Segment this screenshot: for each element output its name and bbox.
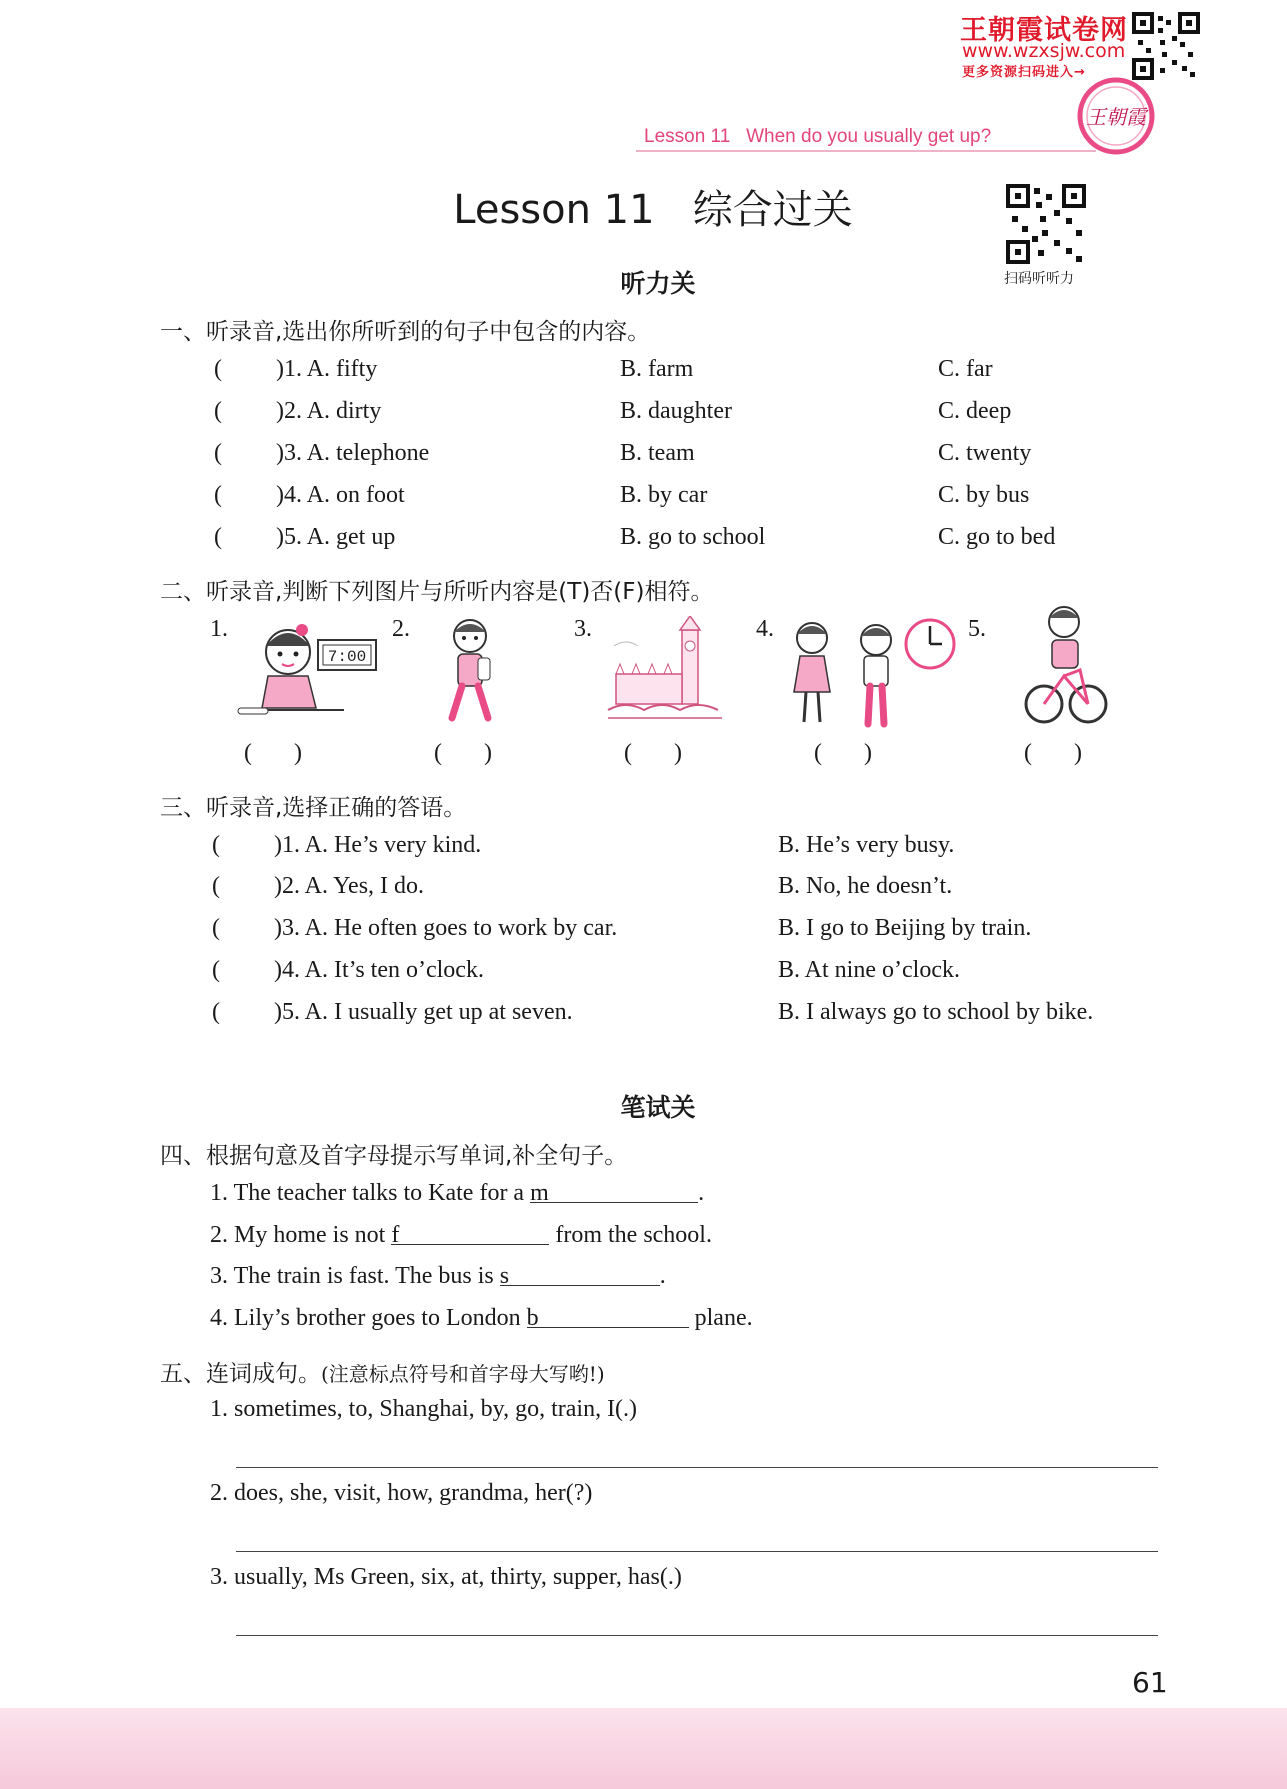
option-b: B. go to school xyxy=(620,524,766,550)
fill-sentence-4 xyxy=(210,1305,753,1332)
scrambled-sentence-1: 1. sometimes, to, Shanghai, by, go, train, I(.) xyxy=(210,1396,638,1422)
option-b: B. He’s very busy. xyxy=(778,832,955,858)
option-a: )4. A. It’s ten o’clock. xyxy=(274,957,484,983)
header-divider xyxy=(636,150,1096,152)
sentence-text: . xyxy=(659,1263,666,1289)
part3-row xyxy=(212,999,573,1026)
answer-bracket[interactable]: ( xyxy=(212,957,220,983)
part5-note: (注意标点符号和首字母大写哟!) xyxy=(321,1362,605,1386)
part1-row xyxy=(214,356,377,383)
answer-bracket[interactable]: ( xyxy=(214,524,222,550)
sentence-text: 4. Lily’s brother goes to London xyxy=(210,1305,527,1331)
writing-heading: 笔试关 xyxy=(620,1093,696,1122)
picture-label-3: 3. xyxy=(574,616,592,642)
option-b: B. At nine o’clock. xyxy=(778,957,960,983)
blank-input[interactable] xyxy=(530,1180,698,1206)
sentence-text: 3. The train is fast. The bus is xyxy=(210,1263,500,1289)
answer-line-2[interactable] xyxy=(236,1551,1158,1552)
sentence-text: 2. My home is not xyxy=(210,1222,392,1248)
part3-row xyxy=(212,873,424,900)
answer-bracket[interactable]: ( xyxy=(214,398,222,424)
fill-sentence-3 xyxy=(210,1263,666,1290)
part3-row xyxy=(212,832,481,859)
picture-answer-bracket-5[interactable]: ( ) xyxy=(1024,740,1082,766)
option-a: )5. A. get up xyxy=(276,524,396,550)
watermark-brand: 王朝霞试卷网 xyxy=(960,15,1128,46)
blank-input[interactable] xyxy=(526,1305,689,1331)
blank-input[interactable] xyxy=(391,1222,549,1248)
part1-row xyxy=(214,398,381,425)
blank-input[interactable] xyxy=(499,1263,660,1289)
listening-heading: 听力关 xyxy=(620,269,696,298)
qr-caption: 扫码听听力 xyxy=(1004,271,1074,287)
picture-label-1: 1. xyxy=(210,616,228,642)
sentence-text: 1. The teacher talks to Kate for a xyxy=(210,1180,531,1206)
scrambled-sentence-2: 2. does, she, visit, how, grandma, her(?) xyxy=(210,1480,593,1506)
answer-bracket[interactable]: ( xyxy=(212,832,220,858)
part1-row xyxy=(214,440,429,467)
option-c: C. deep xyxy=(938,398,1012,424)
footer-band xyxy=(0,1708,1287,1789)
option-c: C. go to bed xyxy=(938,524,1056,550)
part5-instruction-wrap xyxy=(160,1355,605,1388)
picture-label-4: 4. xyxy=(756,616,774,642)
option-a: )2. A. Yes, I do. xyxy=(274,873,425,899)
sentence-text: from the school. xyxy=(549,1222,712,1248)
option-c: C. far xyxy=(938,356,993,382)
fill-sentence-1 xyxy=(210,1180,704,1207)
qr-code-icon[interactable] xyxy=(1132,12,1200,80)
part1-row xyxy=(214,482,405,509)
picture-answer-bracket-1[interactable]: ( ) xyxy=(244,740,302,766)
answer-bracket[interactable]: ( xyxy=(212,915,220,941)
brand-seal-icon xyxy=(1074,76,1158,156)
option-b: B. No, he doesn’t. xyxy=(778,873,953,899)
option-a: )3. A. telephone xyxy=(276,440,430,466)
picture-label-5: 5. xyxy=(968,616,986,642)
answer-bracket[interactable]: ( xyxy=(212,999,220,1025)
clock-readout: 7:00 xyxy=(327,648,367,666)
scrambled-sentence-3: 3. usually, Ms Green, six, at, thirty, supper, has(.) xyxy=(210,1564,682,1590)
sentence-text: . xyxy=(698,1180,705,1206)
part5-instruction: 五、连词成句。 xyxy=(160,1361,321,1387)
watermark-url: www.wzxsjw.com xyxy=(962,40,1126,62)
sentence-text: plane. xyxy=(688,1305,753,1331)
picture-answer-bracket-2[interactable]: ( ) xyxy=(434,740,492,766)
answer-line-3[interactable] xyxy=(236,1635,1158,1636)
option-a: )4. A. on foot xyxy=(276,482,405,508)
watermark-more: 更多资源扫码进入→ xyxy=(962,65,1086,80)
part3-row xyxy=(212,957,484,984)
option-a: )3. A. He often goes to work by car. xyxy=(274,915,618,941)
part3-row xyxy=(212,915,617,942)
picture-answer-bracket-3[interactable]: ( ) xyxy=(624,740,682,766)
page-title: Lesson 11 综合过关 xyxy=(453,187,853,233)
option-b: B. I always go to school by bike. xyxy=(778,999,1094,1025)
option-a: )2. A. dirty xyxy=(276,398,382,424)
option-a: )1. A. He’s very kind. xyxy=(274,832,482,858)
picture-label-2: 2. xyxy=(392,616,410,642)
boy-riding-bike-picture xyxy=(1018,600,1118,730)
part1-row xyxy=(214,524,395,551)
hint-letter: m xyxy=(530,1180,549,1206)
option-a: )1. A. fifty xyxy=(276,356,378,382)
part2-instruction: 二、听录音,判断下列图片与所听内容是(T)否(F)相符。 xyxy=(160,579,714,605)
hint-letter: s xyxy=(499,1263,510,1289)
page-number: 61 xyxy=(1132,1666,1168,1699)
picture-answer-bracket-4[interactable]: ( ) xyxy=(814,740,872,766)
girl-waking-picture xyxy=(234,616,384,726)
part1-instruction: 一、听录音,选出你所听到的句子中包含的内容。 xyxy=(160,319,651,345)
answer-bracket[interactable]: ( xyxy=(214,482,222,508)
fill-sentence-2 xyxy=(210,1222,712,1249)
option-c: C. by bus xyxy=(938,482,1030,508)
option-a: )5. A. I usually get up at seven. xyxy=(274,999,573,1025)
children-with-clock-picture xyxy=(784,612,960,732)
lesson-header: Lesson 11 When do you usually get up? xyxy=(644,126,992,147)
listening-qr-icon[interactable] xyxy=(1006,184,1086,264)
answer-bracket[interactable]: ( xyxy=(214,356,222,382)
option-c: C. twenty xyxy=(938,440,1032,466)
answer-line-1[interactable] xyxy=(236,1467,1158,1468)
option-b: B. I go to Beijing by train. xyxy=(778,915,1032,941)
answer-bracket[interactable]: ( xyxy=(214,440,222,466)
hint-letter: b xyxy=(526,1305,539,1331)
option-b: B. by car xyxy=(620,482,708,508)
option-b: B. farm xyxy=(620,356,694,382)
hint-letter: f xyxy=(391,1222,400,1248)
answer-bracket[interactable]: ( xyxy=(212,873,220,899)
option-b: B. team xyxy=(620,440,695,466)
option-b: B. daughter xyxy=(620,398,732,424)
boy-walking-picture xyxy=(430,614,510,734)
london-big-ben-picture xyxy=(606,616,724,728)
seal-text: 王朝霞 xyxy=(1086,105,1146,129)
part4-instruction: 四、根据句意及首字母提示写单词,补全句子。 xyxy=(160,1143,628,1169)
part3-instruction: 三、听录音,选择正确的答语。 xyxy=(160,795,467,821)
